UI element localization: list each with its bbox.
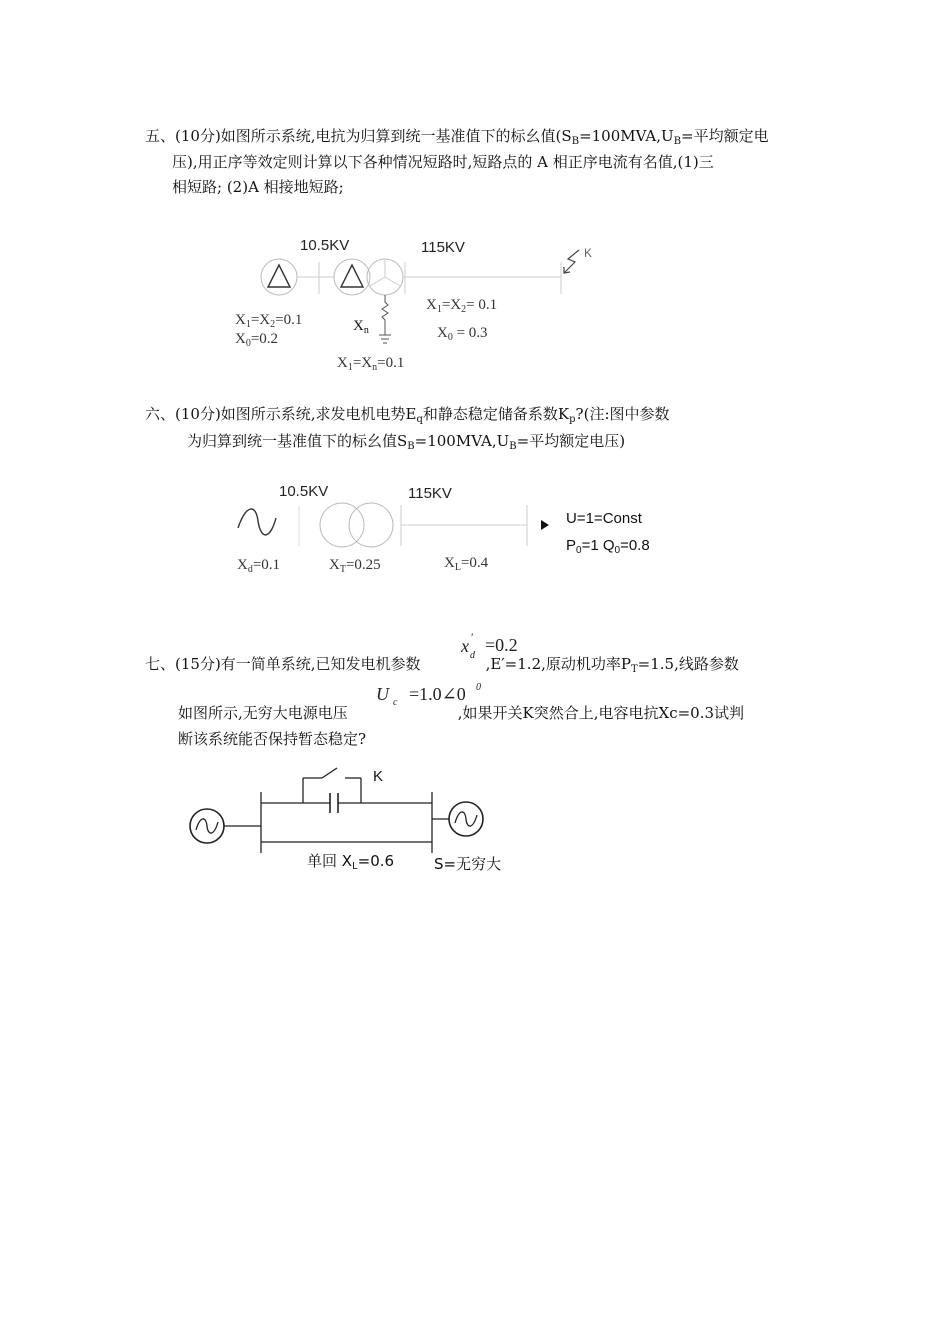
q5-line1: 五、(10分)如图所示系统,电抗为归算到统一基准值下的标幺值($S_B=100MVA,U_B=$平均额定电 <box>145 127 769 147</box>
q7-infinite-source-sine-icon <box>455 812 477 826</box>
q7-generator-sine-icon <box>196 819 218 833</box>
q7-formula-uc-symbol: U <box>376 684 389 704</box>
q5-gen-x1-x2: $X_1=X_2=0.1$ <box>235 312 303 330</box>
q6-xl: $X_L=0.4$ <box>444 555 489 573</box>
q7-formula-xd-sub: d <box>470 650 475 661</box>
q7-formula-uc-sup: 0 <box>476 682 481 693</box>
q5-voltage-10-5kv: 10.5KV <box>300 237 350 254</box>
q5-line-x1-x2: $X_1=X_2= 0.1$ <box>426 297 498 315</box>
q6-voltage-115kv: 115KV <box>408 485 452 502</box>
q5-gen-x0: $X_0=0.2$ <box>235 331 279 349</box>
q5-transformer-x: $X_1=X_n=0.1$ <box>337 355 405 373</box>
q7-formula-xd-symbol: x <box>461 636 469 656</box>
q7-formula-xd-value: =0.2 <box>485 635 518 655</box>
q7-line-xl: 单回 $X_L=0.6$ <box>307 852 395 872</box>
q7-line2: 如图所示,无穷大电源电压 ,如果开关K突然合上,电容电抗Xc=0.3试判 <box>178 704 745 722</box>
q7-formula-xd-prime: ′ <box>471 630 474 644</box>
q7-switch-label: K <box>373 768 384 785</box>
q6-infinite-bus-u: U=1=Const <box>566 510 642 527</box>
q7-formula-uc-value: =1.0∠0 <box>409 684 466 704</box>
q5-line2: 压),用正序等效定则计算以下各种情况短路时,短路点的 A 相正序电流有名值,(1)三 <box>172 153 714 171</box>
q7-infinite-source-label: S=无穷大 <box>434 855 502 873</box>
q6-power-pq: $P_0=1$ $Q_0=0.8$ <box>566 537 650 556</box>
q7-switch-icon <box>322 768 337 778</box>
q6-voltage-10-5kv: 10.5KV <box>279 483 329 500</box>
q5-line3: 相短路; (2)A 相接地短路; <box>172 178 344 196</box>
q6-line1: 六、(10分)如图所示系统,求发电机电势$E_q$和静态稳定储备系数$K_p$?(注:图中参数 <box>145 405 670 425</box>
q5-xn-label: $X_n$ <box>353 318 369 336</box>
q6-xt: $X_T=0.25$ <box>329 557 381 575</box>
q6-line2: 为归算到统一基准值下的标幺值$S_B=100MVA,U_B=$平均额定电压) <box>187 432 626 452</box>
q7-line1: 七、(15分)有一简单系统,已知发电机参数 ,E′=1.2,原动机功率$P_T=1.5$,线路参数 <box>145 655 739 675</box>
q7-line3: 断该系统能否保持暂态稳定? <box>178 730 367 748</box>
q5-line-x0: $X_0 = 0.3$ <box>437 325 488 343</box>
q7-formula-uc-sub: c <box>393 697 398 708</box>
q6-xd: $X_d=0.1$ <box>237 557 281 575</box>
q5-fault-label: K <box>584 246 593 260</box>
q5-voltage-115kv: 115KV <box>421 239 465 256</box>
